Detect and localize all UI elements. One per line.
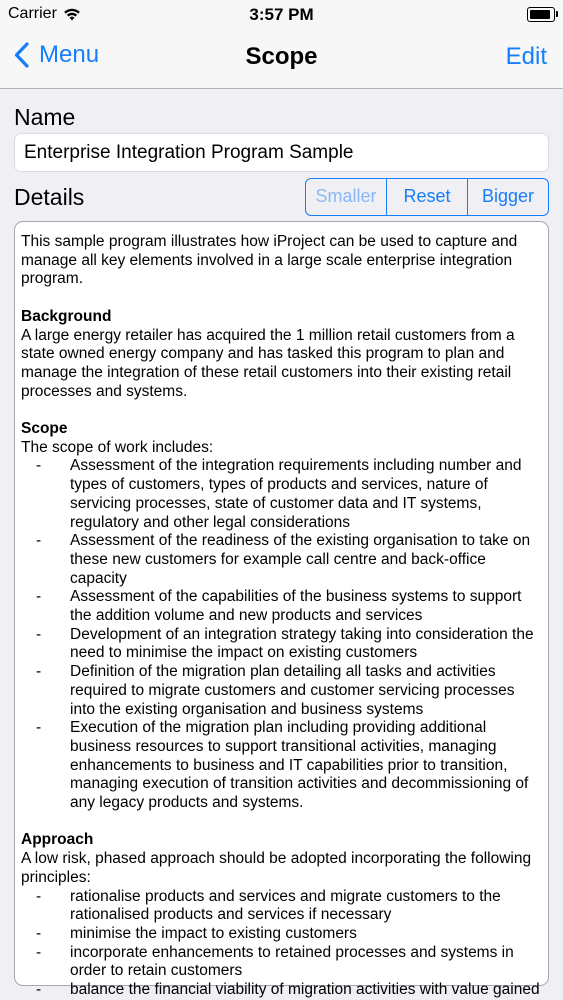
list-item: - Assessment of the capabilities of the business systems to support the addition volume and new products and services [21, 588, 542, 625]
details-label: Details [14, 184, 85, 210]
background-paragraph: A large energy retailer has acquired the 1 million retail customers from a state owned energy company and has tasked this program to plan and manage the integration of these retail customers into their existing retail processes and systems. [21, 326, 515, 400]
edit-button[interactable]: Edit [505, 43, 547, 70]
approach-heading: Approach [21, 831, 94, 849]
list-item: - Assessment of the integration requirements including number and types of customers, types of products and services, nature of servicing processes, state of customer data and IT systems, regulatory and other legal considerations [21, 457, 542, 532]
status-bar [0, 0, 563, 30]
name-label: Name [14, 104, 76, 130]
scope-list [21, 457, 542, 812]
bigger-button[interactable]: Bigger [481, 186, 535, 206]
approach-list [21, 888, 542, 1000]
name-field[interactable]: Enterprise Integration Program Sample [14, 133, 549, 172]
list-item: - Execution of the migration plan including providing additional business resources to support transitional activities, managing enhancements to business and IT capabilities prior to transition, managing execution of transition activities and decommissioning of any legacy products and systems. [21, 719, 542, 813]
reset-button[interactable]: Reset [387, 179, 468, 215]
navigation-bar [0, 30, 563, 89]
smaller-button[interactable]: Smaller [306, 179, 387, 215]
list-item: - Definition of the migration plan detailing all tasks and activities required to migrate customers and customer servicing processes into the existing organisation and business systems [21, 663, 542, 719]
list-item: - rationalise products and services and migrate customers to the rationalised products and services if necessary [21, 888, 542, 925]
scope-heading: Scope [21, 420, 68, 437]
list-item: - balance the financial viability of migration activities with value gained [21, 981, 542, 1000]
intro-paragraph: This sample program illustrates how iProject can be used to capture and manage all key elements involved in a large scale enterprise integration program. [21, 233, 518, 288]
battery-icon [527, 7, 555, 22]
details-text-area[interactable] [14, 221, 549, 999]
page-title: Scope [245, 43, 318, 70]
list-item: - Assessment of the readiness of the existing organisation to take on these new customers for example call centre and back-office capacity [21, 532, 542, 588]
back-button-label: Menu [39, 41, 100, 68]
list-item: - minimise the impact to existing customers [21, 925, 542, 944]
approach-intro: A low risk, phased approach should be adopted incorporating the following principles: [21, 850, 532, 886]
clock: 3:57 PM [249, 5, 314, 24]
carrier-label: Carrier [8, 5, 57, 22]
text-size-control [305, 178, 549, 216]
scope-intro: The scope of work includes: [21, 438, 214, 456]
list-item: - incorporate enhancements to retained processes and systems in order to retain customers [21, 944, 542, 981]
list-item: - Development of an integration strategy taking into consideration the need to minimise the impact on existing customers [21, 626, 542, 663]
background-heading: Background [21, 307, 112, 325]
